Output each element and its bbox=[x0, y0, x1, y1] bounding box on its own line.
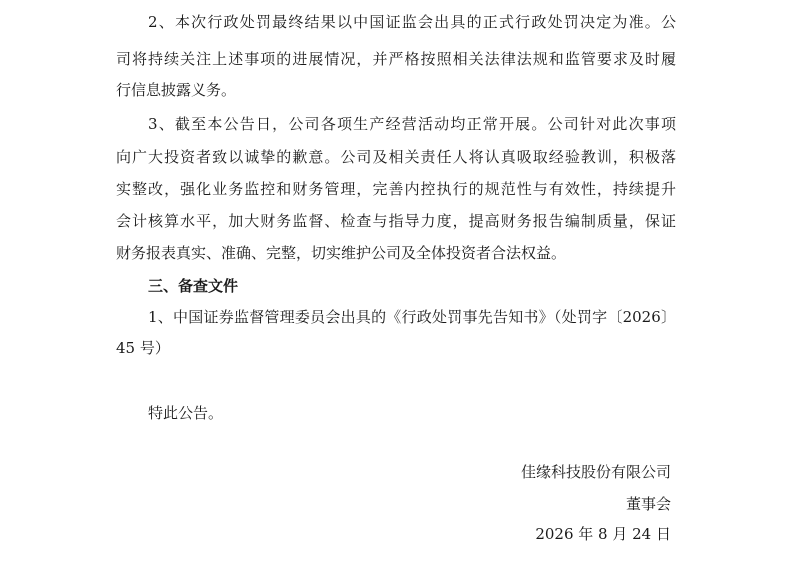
paragraph-3-line-2: 向广大投资者致以诚挚的歉意。公司及相关责任人将认真吸取经验教训，积极落 bbox=[116, 148, 676, 166]
paragraph-2-line-3: 行信息披露义务。 bbox=[116, 81, 237, 99]
signature-date: 2026 年 8 月 24 日 bbox=[535, 525, 671, 543]
paragraph-3-line-3: 实整改，强化业务监控和财务管理，完善内控执行的规范性与有效性，持续提升 bbox=[116, 180, 676, 198]
reference-item-line-2: 45 号） bbox=[116, 339, 170, 357]
paragraph-2-line-2: 司将持续关注上述事项的进展情况，并严格按照相关法律法规和监管要求及时履 bbox=[116, 50, 676, 68]
paragraph-2-line-1: 2、本次行政处罚最终结果以中国证监会出具的正式行政处罚决定为准。公 bbox=[148, 13, 676, 31]
signature-board: 董事会 bbox=[625, 495, 671, 513]
closing-text: 特此公告。 bbox=[148, 404, 224, 422]
signature-company: 佳缘科技股份有限公司 bbox=[520, 463, 671, 481]
reference-item-line-1: 1、中国证券监督管理委员会出具的《行政处罚事先告知书》（处罚字〔2026〕 bbox=[148, 308, 676, 326]
paragraph-3-line-4: 会计核算水平，加大财务监督、检查与指导力度，提高财务报告编制质量，保证 bbox=[116, 212, 676, 230]
paragraph-3-line-1: 3、截至本公告日，公司各项生产经营活动均正常开展。公司针对此次事项 bbox=[148, 115, 676, 133]
section-heading: 三、备查文件 bbox=[148, 277, 239, 295]
paragraph-3-line-5: 财务报表真实、准确、完整，切实维护公司及全体投资者合法权益。 bbox=[116, 244, 567, 262]
